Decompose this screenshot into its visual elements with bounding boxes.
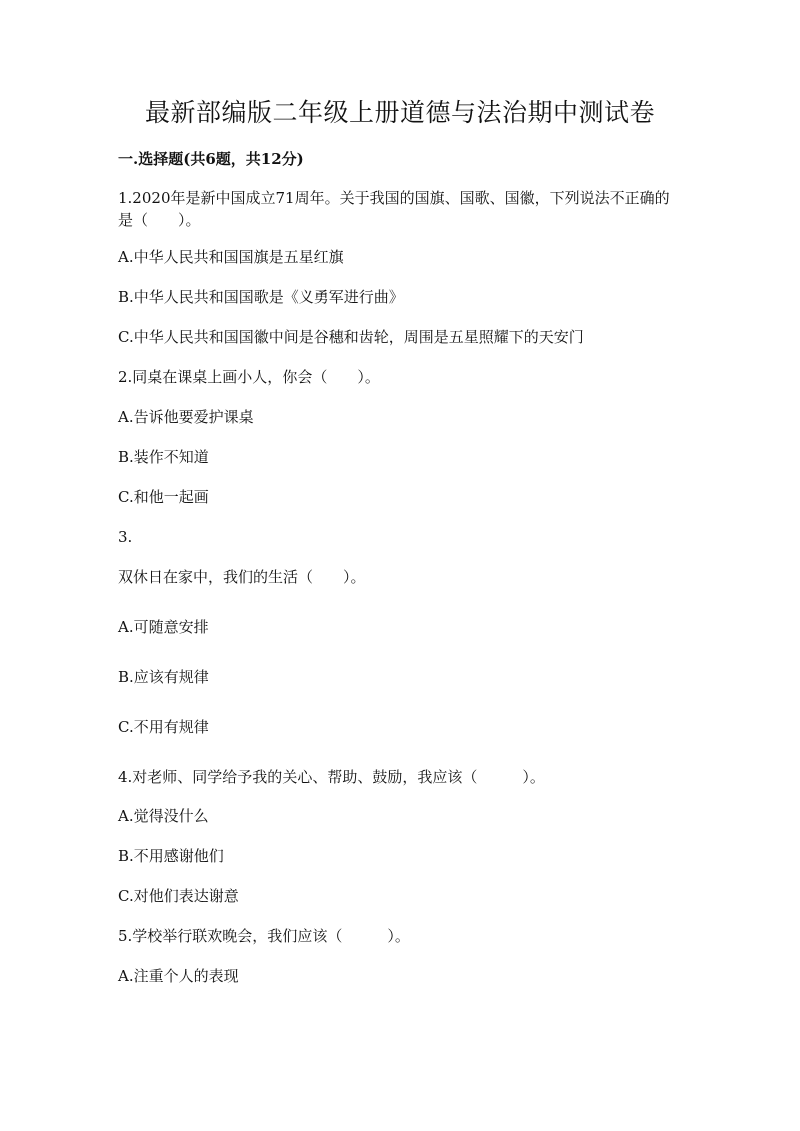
question-5-stem: 5.学校举行联欢晚会，我们应该（ ）。	[118, 927, 410, 945]
question-5-option-a: A.注重个人的表现	[118, 967, 239, 985]
section-heading: 一.选择题(共6题，共12分)	[118, 150, 304, 168]
question-4-stem: 4.对老师、同学给予我的关心、帮助、鼓励，我应该（ ）。	[118, 768, 545, 786]
question-2-option-c: C.和他一起画	[118, 488, 209, 506]
question-1-stem: 1.2020年是新中国成立71周年。关于我国的国旗、国歌、国徽，下列说法不正确的是（ ）。	[118, 189, 670, 229]
page-title: 最新部编版二年级上册道德与法治期中测试卷	[144, 98, 655, 127]
question-3-number: 3.	[118, 528, 133, 546]
question-4-option-c: C.对他们表达谢意	[118, 887, 239, 905]
question-1-option-a: A.中华人民共和国国旗是五星红旗	[118, 248, 344, 266]
question-2-option-a: A.告诉他要爱护课桌	[118, 408, 254, 426]
question-3-option-b: B.应该有规律	[118, 668, 209, 686]
question-1-option-b: B.中华人民共和国国歌是《义勇军进行曲》	[118, 288, 404, 306]
question-2-stem: 2.同桌在课桌上画小人，你会（ ）。	[118, 368, 380, 386]
question-4-option-a: A.觉得没什么	[118, 807, 209, 825]
question-4-option-b: B.不用感谢他们	[118, 847, 224, 865]
question-3-option-c: C.不用有规律	[118, 718, 209, 736]
question-3-option-a: A.可随意安排	[118, 618, 209, 636]
question-2-option-b: B.装作不知道	[118, 448, 209, 466]
question-3-stem: 双休日在家中，我们的生活（ ）。	[118, 568, 366, 586]
question-1-option-c: C.中华人民共和国国徽中间是谷穗和齿轮，周围是五星照耀下的天安门	[118, 328, 584, 346]
